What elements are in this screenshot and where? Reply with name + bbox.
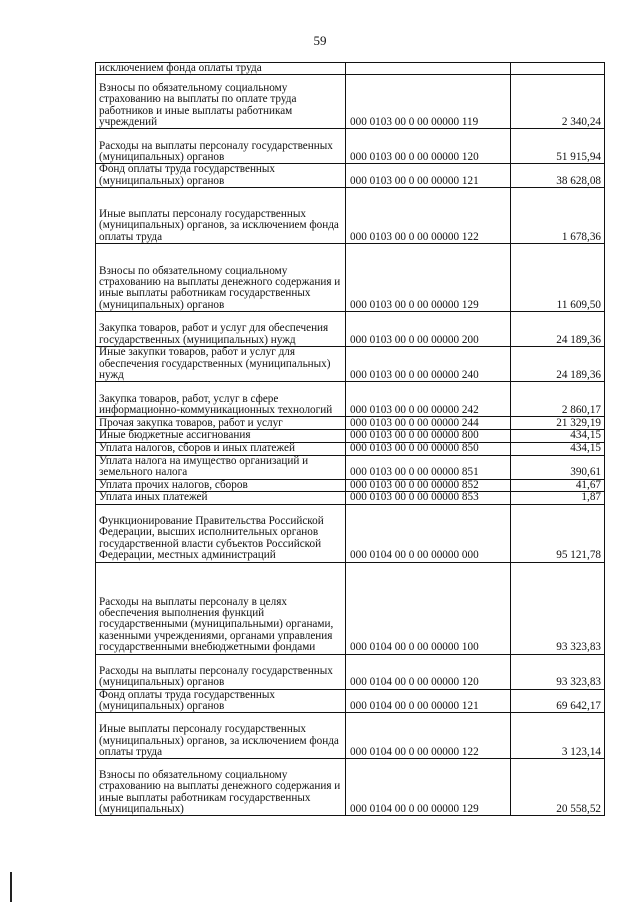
row-code: 000 0103 00 0 00 00000 853 xyxy=(346,492,511,504)
table-row xyxy=(96,689,605,713)
row-amount: 2 340,24 xyxy=(511,75,605,129)
table-row xyxy=(96,417,605,430)
row-code: 000 0103 00 0 00 00000 242 xyxy=(346,382,511,417)
budget-table xyxy=(95,62,605,816)
row-amount: 11 609,50 xyxy=(511,244,605,312)
row-amount: 41,67 xyxy=(511,479,605,491)
row-amount: 95 121,78 xyxy=(511,504,605,562)
row-name: Закупка товаров, работ, услуг в сфере информационно-коммуникационных технологий xyxy=(96,382,346,417)
row-name: Взносы по обязательному социальному страхованию на выплаты денежного содержания и иные выплаты работникам государственных (муниципальных) органов xyxy=(96,244,346,312)
row-amount: 51 915,94 xyxy=(511,129,605,164)
row-code: 000 0104 00 0 00 00000 129 xyxy=(346,759,511,816)
row-amount: 69 642,17 xyxy=(511,689,605,713)
row-amount: 434,15 xyxy=(511,430,605,442)
row-amount: 434,15 xyxy=(511,442,605,455)
row-code: 000 0104 00 0 00 00000 122 xyxy=(346,713,511,759)
row-amount: 3 123,14 xyxy=(511,713,605,759)
row-code: 000 0103 00 0 00 00000 850 xyxy=(346,442,511,455)
row-name: Уплата налогов, сборов и иных платежей xyxy=(96,442,346,455)
row-code: 000 0103 00 0 00 00000 200 xyxy=(346,312,511,347)
row-code: 000 0103 00 0 00 00000 129 xyxy=(346,244,511,312)
table-row xyxy=(96,244,605,312)
row-name: Уплата налога на имущество организаций и земельного налога xyxy=(96,455,346,479)
row-code: 000 0103 00 0 00 00000 240 xyxy=(346,347,511,382)
row-amount: 1 678,36 xyxy=(511,188,605,244)
table-row xyxy=(96,129,605,164)
row-code: 000 0103 00 0 00 00000 122 xyxy=(346,188,511,244)
row-amount: 93 323,83 xyxy=(511,654,605,689)
table-row xyxy=(96,382,605,417)
row-code: 000 0103 00 0 00 00000 800 xyxy=(346,430,511,442)
table-row xyxy=(96,63,605,75)
row-code: 000 0104 00 0 00 00000 000 xyxy=(346,504,511,562)
row-name: Взносы по обязательному социальному страхованию на выплаты денежного содержания и иные выплаты работникам государственных (муниципальных) xyxy=(96,759,346,816)
table-row xyxy=(96,430,605,442)
row-code: 000 0104 00 0 00 00000 100 xyxy=(346,562,511,654)
row-name: Расходы на выплаты персоналу государственных (муниципальных) органов xyxy=(96,654,346,689)
row-name: Уплата прочих налогов, сборов xyxy=(96,479,346,491)
row-name: Фонд оплаты труда государственных (муниципальных) органов xyxy=(96,689,346,713)
row-amount: 24 189,36 xyxy=(511,312,605,347)
row-name: Уплата иных платежей xyxy=(96,492,346,504)
table-row xyxy=(96,347,605,382)
table-row xyxy=(96,455,605,479)
row-name: исключением фонда оплаты труда xyxy=(96,63,346,75)
row-amount: 21 329,19 xyxy=(511,417,605,430)
table-row xyxy=(96,504,605,562)
table-row xyxy=(96,312,605,347)
row-code: 000 0103 00 0 00 00000 851 xyxy=(346,455,511,479)
table-row xyxy=(96,164,605,188)
margin-mark xyxy=(10,872,12,902)
row-name: Расходы на выплаты персоналу государственных (муниципальных) органов xyxy=(96,129,346,164)
row-name: Функционирование Правительства Российской Федерации, высших исполнительных органов государственной власти субъектов Российской Федерации, местных администраций xyxy=(96,504,346,562)
row-code: 000 0104 00 0 00 00000 121 xyxy=(346,689,511,713)
row-amount xyxy=(511,63,605,75)
row-amount: 1,87 xyxy=(511,492,605,504)
row-name: Закупка товаров, работ и услуг для обеспечения государственных (муниципальных) нужд xyxy=(96,312,346,347)
row-amount: 20 558,52 xyxy=(511,759,605,816)
row-name: Иные бюджетные ассигнования xyxy=(96,430,346,442)
table-row xyxy=(96,75,605,129)
row-code: 000 0103 00 0 00 00000 121 xyxy=(346,164,511,188)
page-number: 59 xyxy=(313,33,327,48)
table-row xyxy=(96,759,605,816)
row-amount: 93 323,83 xyxy=(511,562,605,654)
row-name: Прочая закупка товаров, работ и услуг xyxy=(96,417,346,430)
row-name: Иные выплаты персоналу государственных (муниципальных) органов, за исключением фонда оплаты труда xyxy=(96,713,346,759)
row-amount: 24 189,36 xyxy=(511,347,605,382)
row-code: 000 0103 00 0 00 00000 852 xyxy=(346,479,511,491)
row-amount: 38 628,08 xyxy=(511,164,605,188)
table-row xyxy=(96,654,605,689)
row-name: Расходы на выплаты персоналу в целях обеспечения выполнения функций государственными (муниципальными) органами, казенными учреждениями, органами управления государственными внебюджетными фондами xyxy=(96,562,346,654)
table-row xyxy=(96,713,605,759)
row-code: 000 0103 00 0 00 00000 119 xyxy=(346,75,511,129)
row-name: Фонд оплаты труда государственных (муниципальных) органов xyxy=(96,164,346,188)
table-row xyxy=(96,188,605,244)
row-code: 000 0103 00 0 00 00000 120 xyxy=(346,129,511,164)
row-code: 000 0104 00 0 00 00000 120 xyxy=(346,654,511,689)
row-code xyxy=(346,63,511,75)
table-row xyxy=(96,479,605,491)
row-name: Взносы по обязательному социальному страхованию на выплаты по оплате труда работников и иные выплаты работникам учреждений xyxy=(96,75,346,129)
table-row xyxy=(96,442,605,455)
table-row xyxy=(96,492,605,504)
table-body xyxy=(96,63,605,816)
row-amount: 390,61 xyxy=(511,455,605,479)
row-amount: 2 860,17 xyxy=(511,382,605,417)
row-name: Иные закупки товаров, работ и услуг для обеспечения государственных (муниципальных) нужд xyxy=(96,347,346,382)
row-name: Иные выплаты персоналу государственных (муниципальных) органов, за исключением фонда оплаты труда xyxy=(96,188,346,244)
row-code: 000 0103 00 0 00 00000 244 xyxy=(346,417,511,430)
table-row xyxy=(96,562,605,654)
